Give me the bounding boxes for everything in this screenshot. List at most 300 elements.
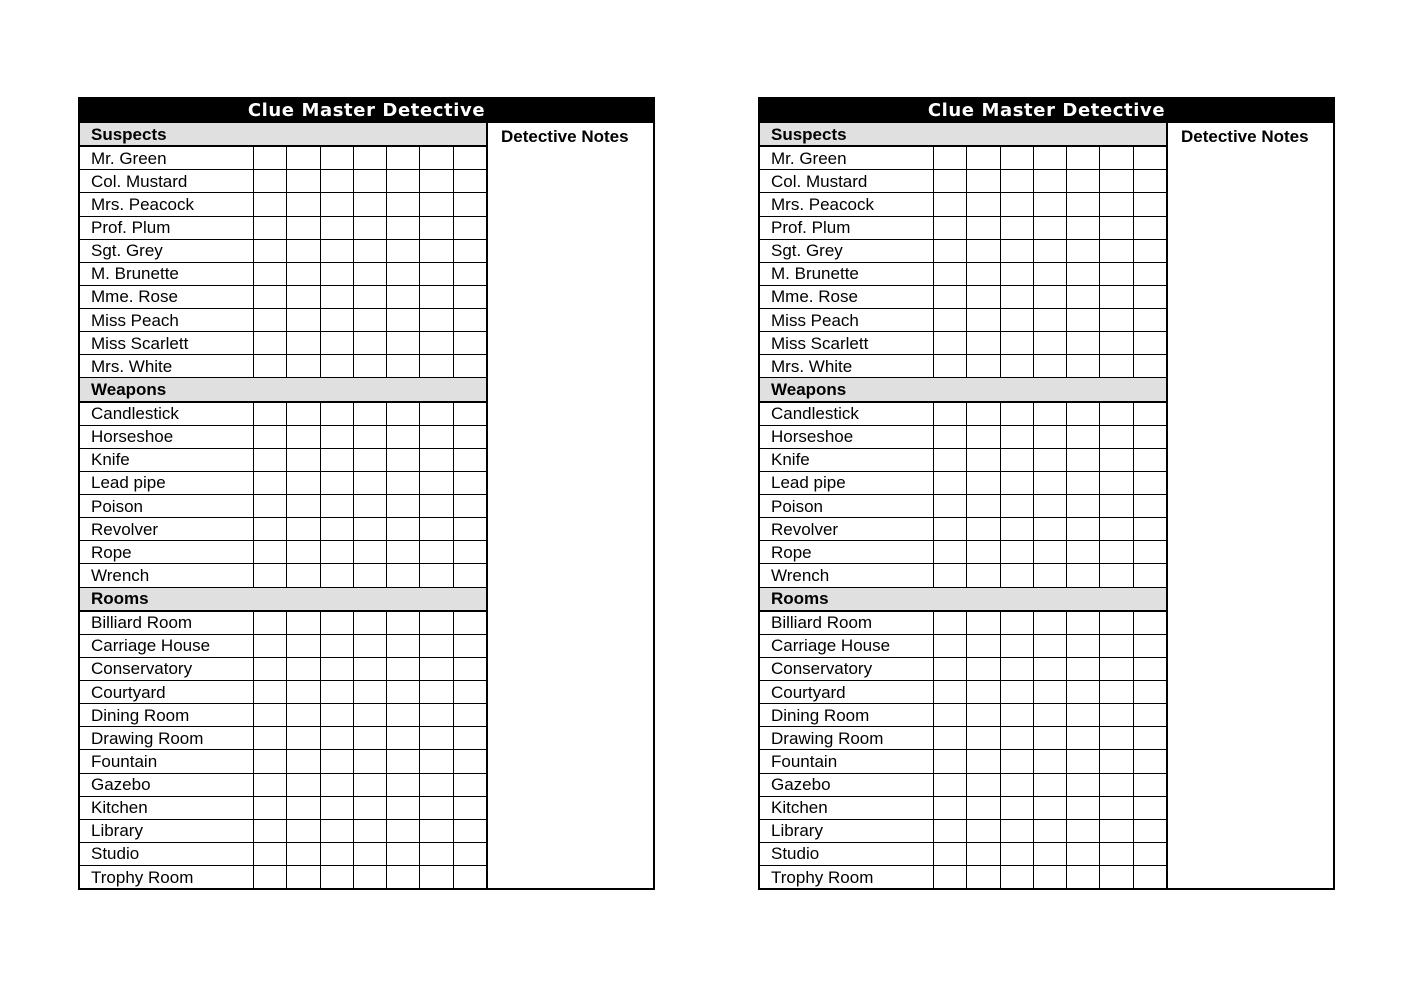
check-cell[interactable] bbox=[320, 612, 353, 634]
check-cell[interactable] bbox=[1000, 286, 1033, 308]
check-cell[interactable] bbox=[419, 518, 452, 540]
check-cell[interactable] bbox=[419, 658, 452, 680]
check-cell[interactable] bbox=[1099, 635, 1132, 657]
check-cell[interactable] bbox=[1133, 147, 1166, 169]
check-cell[interactable] bbox=[419, 797, 452, 819]
check-cell[interactable] bbox=[933, 355, 966, 377]
check-cell[interactable] bbox=[286, 309, 319, 331]
check-cell[interactable] bbox=[419, 564, 452, 586]
check-cell[interactable] bbox=[966, 403, 999, 425]
check-cell[interactable] bbox=[1033, 170, 1066, 192]
check-cell[interactable] bbox=[1133, 449, 1166, 471]
check-cell[interactable] bbox=[933, 472, 966, 494]
check-cell[interactable] bbox=[320, 774, 353, 796]
check-cell[interactable] bbox=[286, 426, 319, 448]
check-cell[interactable] bbox=[1033, 147, 1066, 169]
check-cell[interactable] bbox=[320, 170, 353, 192]
check-cell[interactable] bbox=[1099, 727, 1132, 749]
check-cell[interactable] bbox=[386, 681, 419, 703]
check-cell[interactable] bbox=[286, 495, 319, 517]
check-cell[interactable] bbox=[933, 843, 966, 865]
check-cell[interactable] bbox=[286, 217, 319, 239]
check-cell[interactable] bbox=[353, 240, 386, 262]
check-cell[interactable] bbox=[1033, 541, 1066, 563]
check-cell[interactable] bbox=[1099, 403, 1132, 425]
check-cell[interactable] bbox=[1000, 263, 1033, 285]
check-cell[interactable] bbox=[933, 193, 966, 215]
check-cell[interactable] bbox=[386, 704, 419, 726]
check-cell[interactable] bbox=[353, 541, 386, 563]
check-cell[interactable] bbox=[386, 612, 419, 634]
check-cell[interactable] bbox=[253, 403, 286, 425]
check-cell[interactable] bbox=[1133, 286, 1166, 308]
check-cell[interactable] bbox=[966, 263, 999, 285]
check-cell[interactable] bbox=[1133, 193, 1166, 215]
check-cell[interactable] bbox=[419, 309, 452, 331]
check-cell[interactable] bbox=[966, 495, 999, 517]
check-cell[interactable] bbox=[966, 681, 999, 703]
check-cell[interactable] bbox=[933, 240, 966, 262]
check-cell[interactable] bbox=[453, 472, 486, 494]
check-cell[interactable] bbox=[386, 193, 419, 215]
check-cell[interactable] bbox=[1000, 240, 1033, 262]
check-cell[interactable] bbox=[1000, 309, 1033, 331]
check-cell[interactable] bbox=[1133, 635, 1166, 657]
check-cell[interactable] bbox=[320, 426, 353, 448]
check-cell[interactable] bbox=[320, 286, 353, 308]
check-cell[interactable] bbox=[966, 309, 999, 331]
check-cell[interactable] bbox=[1099, 704, 1132, 726]
check-cell[interactable] bbox=[1000, 193, 1033, 215]
check-cell[interactable] bbox=[453, 820, 486, 842]
check-cell[interactable] bbox=[320, 727, 353, 749]
check-cell[interactable] bbox=[286, 449, 319, 471]
check-cell[interactable] bbox=[1033, 426, 1066, 448]
check-cell[interactable] bbox=[353, 332, 386, 354]
check-cell[interactable] bbox=[1133, 820, 1166, 842]
check-cell[interactable] bbox=[1133, 541, 1166, 563]
check-cell[interactable] bbox=[286, 286, 319, 308]
check-cell[interactable] bbox=[419, 750, 452, 772]
detective-notes-area[interactable] bbox=[488, 123, 653, 888]
check-cell[interactable] bbox=[1066, 403, 1099, 425]
check-cell[interactable] bbox=[1000, 704, 1033, 726]
check-cell[interactable] bbox=[1033, 564, 1066, 586]
check-cell[interactable] bbox=[320, 866, 353, 888]
check-cell[interactable] bbox=[1033, 217, 1066, 239]
check-cell[interactable] bbox=[1066, 147, 1099, 169]
check-cell[interactable] bbox=[419, 472, 452, 494]
check-cell[interactable] bbox=[286, 193, 319, 215]
check-cell[interactable] bbox=[453, 750, 486, 772]
check-cell[interactable] bbox=[1033, 820, 1066, 842]
check-cell[interactable] bbox=[386, 263, 419, 285]
check-cell[interactable] bbox=[419, 263, 452, 285]
check-cell[interactable] bbox=[1133, 518, 1166, 540]
check-cell[interactable] bbox=[1033, 286, 1066, 308]
check-cell[interactable] bbox=[1033, 193, 1066, 215]
check-cell[interactable] bbox=[419, 286, 452, 308]
check-cell[interactable] bbox=[966, 472, 999, 494]
check-cell[interactable] bbox=[453, 217, 486, 239]
check-cell[interactable] bbox=[419, 426, 452, 448]
check-cell[interactable] bbox=[353, 170, 386, 192]
check-cell[interactable] bbox=[320, 263, 353, 285]
check-cell[interactable] bbox=[1066, 727, 1099, 749]
check-cell[interactable] bbox=[419, 774, 452, 796]
check-cell[interactable] bbox=[1033, 309, 1066, 331]
check-cell[interactable] bbox=[1000, 612, 1033, 634]
check-cell[interactable] bbox=[286, 704, 319, 726]
check-cell[interactable] bbox=[453, 658, 486, 680]
check-cell[interactable] bbox=[386, 426, 419, 448]
check-cell[interactable] bbox=[1133, 332, 1166, 354]
check-cell[interactable] bbox=[1133, 843, 1166, 865]
check-cell[interactable] bbox=[1033, 843, 1066, 865]
check-cell[interactable] bbox=[353, 727, 386, 749]
check-cell[interactable] bbox=[1033, 635, 1066, 657]
check-cell[interactable] bbox=[453, 635, 486, 657]
check-cell[interactable] bbox=[386, 635, 419, 657]
check-cell[interactable] bbox=[1066, 193, 1099, 215]
check-cell[interactable] bbox=[1033, 449, 1066, 471]
check-cell[interactable] bbox=[253, 727, 286, 749]
check-cell[interactable] bbox=[453, 495, 486, 517]
check-cell[interactable] bbox=[966, 866, 999, 888]
check-cell[interactable] bbox=[933, 820, 966, 842]
check-cell[interactable] bbox=[453, 518, 486, 540]
check-cell[interactable] bbox=[933, 750, 966, 772]
check-cell[interactable] bbox=[933, 449, 966, 471]
check-cell[interactable] bbox=[1000, 332, 1033, 354]
check-cell[interactable] bbox=[353, 774, 386, 796]
check-cell[interactable] bbox=[933, 612, 966, 634]
check-cell[interactable] bbox=[320, 495, 353, 517]
check-cell[interactable] bbox=[419, 240, 452, 262]
check-cell[interactable] bbox=[1099, 263, 1132, 285]
check-cell[interactable] bbox=[320, 217, 353, 239]
check-cell[interactable] bbox=[1000, 170, 1033, 192]
check-cell[interactable] bbox=[320, 704, 353, 726]
check-cell[interactable] bbox=[933, 403, 966, 425]
check-cell[interactable] bbox=[353, 286, 386, 308]
check-cell[interactable] bbox=[1099, 147, 1132, 169]
check-cell[interactable] bbox=[453, 263, 486, 285]
check-cell[interactable] bbox=[253, 612, 286, 634]
check-cell[interactable] bbox=[453, 704, 486, 726]
check-cell[interactable] bbox=[966, 170, 999, 192]
check-cell[interactable] bbox=[386, 658, 419, 680]
check-cell[interactable] bbox=[353, 750, 386, 772]
check-cell[interactable] bbox=[386, 564, 419, 586]
check-cell[interactable] bbox=[253, 774, 286, 796]
check-cell[interactable] bbox=[1066, 541, 1099, 563]
check-cell[interactable] bbox=[419, 612, 452, 634]
check-cell[interactable] bbox=[1000, 658, 1033, 680]
check-cell[interactable] bbox=[1066, 170, 1099, 192]
check-cell[interactable] bbox=[933, 727, 966, 749]
check-cell[interactable] bbox=[286, 727, 319, 749]
check-cell[interactable] bbox=[933, 309, 966, 331]
check-cell[interactable] bbox=[1000, 635, 1033, 657]
check-cell[interactable] bbox=[453, 403, 486, 425]
check-cell[interactable] bbox=[933, 658, 966, 680]
check-cell[interactable] bbox=[1000, 355, 1033, 377]
check-cell[interactable] bbox=[1033, 727, 1066, 749]
check-cell[interactable] bbox=[353, 495, 386, 517]
check-cell[interactable] bbox=[1066, 564, 1099, 586]
check-cell[interactable] bbox=[1066, 217, 1099, 239]
check-cell[interactable] bbox=[1066, 704, 1099, 726]
check-cell[interactable] bbox=[453, 147, 486, 169]
check-cell[interactable] bbox=[320, 681, 353, 703]
check-cell[interactable] bbox=[1000, 495, 1033, 517]
check-cell[interactable] bbox=[1099, 843, 1132, 865]
check-cell[interactable] bbox=[933, 704, 966, 726]
check-cell[interactable] bbox=[1099, 564, 1132, 586]
check-cell[interactable] bbox=[933, 866, 966, 888]
check-cell[interactable] bbox=[1099, 426, 1132, 448]
check-cell[interactable] bbox=[1099, 866, 1132, 888]
check-cell[interactable] bbox=[286, 263, 319, 285]
check-cell[interactable] bbox=[1033, 355, 1066, 377]
check-cell[interactable] bbox=[353, 263, 386, 285]
check-cell[interactable] bbox=[286, 472, 319, 494]
check-cell[interactable] bbox=[386, 774, 419, 796]
check-cell[interactable] bbox=[1133, 750, 1166, 772]
check-cell[interactable] bbox=[419, 147, 452, 169]
check-cell[interactable] bbox=[1066, 518, 1099, 540]
check-cell[interactable] bbox=[453, 355, 486, 377]
check-cell[interactable] bbox=[1033, 240, 1066, 262]
check-cell[interactable] bbox=[1000, 472, 1033, 494]
check-cell[interactable] bbox=[353, 193, 386, 215]
check-cell[interactable] bbox=[1099, 612, 1132, 634]
check-cell[interactable] bbox=[286, 612, 319, 634]
check-cell[interactable] bbox=[253, 635, 286, 657]
check-cell[interactable] bbox=[1033, 518, 1066, 540]
check-cell[interactable] bbox=[1133, 495, 1166, 517]
check-cell[interactable] bbox=[320, 564, 353, 586]
check-cell[interactable] bbox=[419, 727, 452, 749]
check-cell[interactable] bbox=[419, 681, 452, 703]
check-cell[interactable] bbox=[386, 541, 419, 563]
check-cell[interactable] bbox=[386, 240, 419, 262]
check-cell[interactable] bbox=[1066, 355, 1099, 377]
check-cell[interactable] bbox=[1133, 426, 1166, 448]
check-cell[interactable] bbox=[1133, 240, 1166, 262]
check-cell[interactable] bbox=[933, 797, 966, 819]
check-cell[interactable] bbox=[1133, 704, 1166, 726]
check-cell[interactable] bbox=[1000, 564, 1033, 586]
check-cell[interactable] bbox=[966, 332, 999, 354]
check-cell[interactable] bbox=[386, 797, 419, 819]
check-cell[interactable] bbox=[253, 866, 286, 888]
check-cell[interactable] bbox=[320, 658, 353, 680]
check-cell[interactable] bbox=[353, 797, 386, 819]
check-cell[interactable] bbox=[353, 866, 386, 888]
check-cell[interactable] bbox=[353, 355, 386, 377]
check-cell[interactable] bbox=[386, 217, 419, 239]
check-cell[interactable] bbox=[253, 147, 286, 169]
check-cell[interactable] bbox=[1133, 681, 1166, 703]
check-cell[interactable] bbox=[453, 541, 486, 563]
check-cell[interactable] bbox=[353, 843, 386, 865]
check-cell[interactable] bbox=[419, 635, 452, 657]
check-cell[interactable] bbox=[966, 286, 999, 308]
check-cell[interactable] bbox=[1099, 750, 1132, 772]
check-cell[interactable] bbox=[253, 286, 286, 308]
check-cell[interactable] bbox=[453, 449, 486, 471]
check-cell[interactable] bbox=[1000, 750, 1033, 772]
check-cell[interactable] bbox=[453, 240, 486, 262]
check-cell[interactable] bbox=[1066, 449, 1099, 471]
check-cell[interactable] bbox=[353, 820, 386, 842]
check-cell[interactable] bbox=[1033, 797, 1066, 819]
check-cell[interactable] bbox=[353, 426, 386, 448]
check-cell[interactable] bbox=[1066, 635, 1099, 657]
check-cell[interactable] bbox=[286, 564, 319, 586]
check-cell[interactable] bbox=[1099, 518, 1132, 540]
check-cell[interactable] bbox=[966, 541, 999, 563]
check-cell[interactable] bbox=[1000, 403, 1033, 425]
check-cell[interactable] bbox=[286, 774, 319, 796]
check-cell[interactable] bbox=[320, 147, 353, 169]
check-cell[interactable] bbox=[419, 332, 452, 354]
check-cell[interactable] bbox=[320, 403, 353, 425]
check-cell[interactable] bbox=[1099, 355, 1132, 377]
check-cell[interactable] bbox=[1000, 518, 1033, 540]
check-cell[interactable] bbox=[1066, 472, 1099, 494]
check-cell[interactable] bbox=[353, 147, 386, 169]
check-cell[interactable] bbox=[453, 843, 486, 865]
check-cell[interactable] bbox=[1066, 774, 1099, 796]
check-cell[interactable] bbox=[386, 332, 419, 354]
check-cell[interactable] bbox=[1066, 495, 1099, 517]
check-cell[interactable] bbox=[386, 147, 419, 169]
check-cell[interactable] bbox=[1099, 541, 1132, 563]
check-cell[interactable] bbox=[320, 518, 353, 540]
check-cell[interactable] bbox=[1133, 866, 1166, 888]
check-cell[interactable] bbox=[933, 263, 966, 285]
check-cell[interactable] bbox=[353, 704, 386, 726]
check-cell[interactable] bbox=[320, 240, 353, 262]
check-cell[interactable] bbox=[1066, 866, 1099, 888]
check-cell[interactable] bbox=[1133, 309, 1166, 331]
check-cell[interactable] bbox=[353, 472, 386, 494]
check-cell[interactable] bbox=[386, 472, 419, 494]
check-cell[interactable] bbox=[453, 612, 486, 634]
check-cell[interactable] bbox=[933, 541, 966, 563]
check-cell[interactable] bbox=[253, 681, 286, 703]
check-cell[interactable] bbox=[453, 286, 486, 308]
check-cell[interactable] bbox=[286, 866, 319, 888]
check-cell[interactable] bbox=[1099, 658, 1132, 680]
check-cell[interactable] bbox=[1033, 658, 1066, 680]
check-cell[interactable] bbox=[386, 727, 419, 749]
check-cell[interactable] bbox=[966, 240, 999, 262]
check-cell[interactable] bbox=[1000, 541, 1033, 563]
check-cell[interactable] bbox=[286, 147, 319, 169]
check-cell[interactable] bbox=[1066, 843, 1099, 865]
check-cell[interactable] bbox=[286, 332, 319, 354]
check-cell[interactable] bbox=[419, 193, 452, 215]
check-cell[interactable] bbox=[253, 449, 286, 471]
check-cell[interactable] bbox=[1066, 797, 1099, 819]
check-cell[interactable] bbox=[1066, 286, 1099, 308]
check-cell[interactable] bbox=[253, 355, 286, 377]
check-cell[interactable] bbox=[1099, 332, 1132, 354]
check-cell[interactable] bbox=[386, 449, 419, 471]
check-cell[interactable] bbox=[453, 564, 486, 586]
check-cell[interactable] bbox=[1133, 472, 1166, 494]
check-cell[interactable] bbox=[320, 541, 353, 563]
check-cell[interactable] bbox=[966, 658, 999, 680]
check-cell[interactable] bbox=[453, 193, 486, 215]
check-cell[interactable] bbox=[419, 820, 452, 842]
check-cell[interactable] bbox=[419, 403, 452, 425]
check-cell[interactable] bbox=[320, 355, 353, 377]
check-cell[interactable] bbox=[1000, 727, 1033, 749]
check-cell[interactable] bbox=[933, 332, 966, 354]
check-cell[interactable] bbox=[386, 355, 419, 377]
check-cell[interactable] bbox=[1133, 797, 1166, 819]
check-cell[interactable] bbox=[1133, 217, 1166, 239]
check-cell[interactable] bbox=[353, 217, 386, 239]
check-cell[interactable] bbox=[1033, 866, 1066, 888]
check-cell[interactable] bbox=[253, 750, 286, 772]
check-cell[interactable] bbox=[253, 217, 286, 239]
check-cell[interactable] bbox=[253, 658, 286, 680]
check-cell[interactable] bbox=[253, 495, 286, 517]
check-cell[interactable] bbox=[1099, 820, 1132, 842]
check-cell[interactable] bbox=[933, 217, 966, 239]
check-cell[interactable] bbox=[966, 426, 999, 448]
check-cell[interactable] bbox=[286, 635, 319, 657]
check-cell[interactable] bbox=[933, 635, 966, 657]
check-cell[interactable] bbox=[1099, 217, 1132, 239]
check-cell[interactable] bbox=[253, 472, 286, 494]
check-cell[interactable] bbox=[1099, 170, 1132, 192]
check-cell[interactable] bbox=[286, 518, 319, 540]
check-cell[interactable] bbox=[320, 309, 353, 331]
check-cell[interactable] bbox=[966, 797, 999, 819]
check-cell[interactable] bbox=[253, 518, 286, 540]
check-cell[interactable] bbox=[320, 843, 353, 865]
check-cell[interactable] bbox=[320, 797, 353, 819]
check-cell[interactable] bbox=[1033, 681, 1066, 703]
check-cell[interactable] bbox=[286, 750, 319, 772]
check-cell[interactable] bbox=[1099, 472, 1132, 494]
check-cell[interactable] bbox=[1066, 240, 1099, 262]
check-cell[interactable] bbox=[1133, 564, 1166, 586]
check-cell[interactable] bbox=[1099, 797, 1132, 819]
check-cell[interactable] bbox=[453, 866, 486, 888]
check-cell[interactable] bbox=[419, 843, 452, 865]
check-cell[interactable] bbox=[419, 704, 452, 726]
check-cell[interactable] bbox=[253, 704, 286, 726]
check-cell[interactable] bbox=[286, 658, 319, 680]
check-cell[interactable] bbox=[933, 518, 966, 540]
check-cell[interactable] bbox=[320, 472, 353, 494]
check-cell[interactable] bbox=[966, 750, 999, 772]
check-cell[interactable] bbox=[1000, 797, 1033, 819]
check-cell[interactable] bbox=[286, 170, 319, 192]
check-cell[interactable] bbox=[386, 843, 419, 865]
check-cell[interactable] bbox=[1033, 403, 1066, 425]
check-cell[interactable] bbox=[966, 727, 999, 749]
check-cell[interactable] bbox=[1000, 843, 1033, 865]
